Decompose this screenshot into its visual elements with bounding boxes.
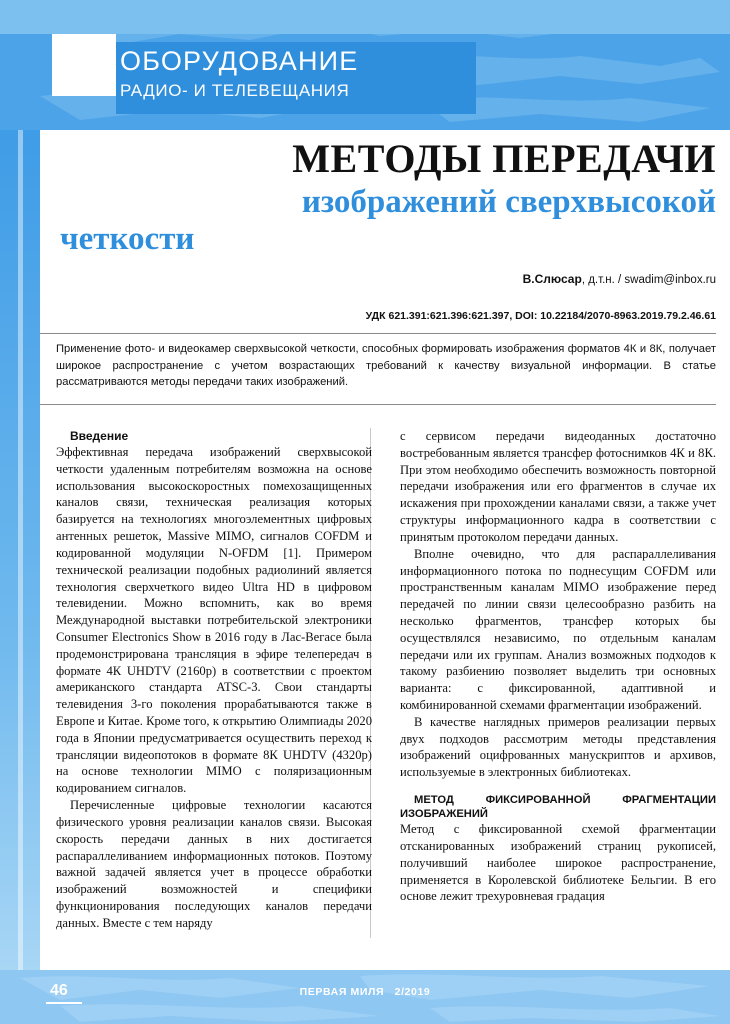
author-degree: , д.т.н. / swadim@inbox.ru (581, 274, 716, 286)
udk-doi-line: УДК 621.391:621.396:621.397, DOI: 10.22184/2070-8963.2019.79.2.46.61 (365, 310, 716, 322)
page-number: 46 (50, 982, 68, 999)
paragraph: Перечисленные цифровые технологии касаются физического уровня реализации каналов связи. Высокая скорость передачи данных в них достигается распараллеливанием информационных потоков. Поэтому важной задачей является учет в процессе обработки изображений возможностей и специфики функционирования последующих каналов передачи данных. Вместе с тем наряду (56, 798, 372, 930)
section-heading-intro: Введение (70, 429, 129, 443)
left-rail-highlight (18, 130, 23, 970)
page-subtitle-line2: четкости (60, 220, 195, 257)
section-heading-fixed-fragmentation: МЕТОД ФИКСИРОВАННОЙ ФРАГМЕНТАЦИИ ИЗОБРАЖЕНИЙ (400, 794, 716, 821)
header-band (0, 0, 730, 130)
paragraph: В качестве наглядных примеров реализации первых двух подходов рассмотрим методы представления изображений оцифрованных манускриптов и архивов, используемые в электронных библиотеках. (400, 714, 716, 780)
page-number-underline (46, 1002, 82, 1004)
paragraph: Эффективная передача изображений сверхвысокой четкости удаленным потребителям возможна на основе использования высокоскоростных помехозащищенных каналов связи, техническая реализация которых базируется на технологиях многоэлементных цифровых антенных решеток, Massive MIMO, сигналов COFDM и кодированной модуляции N-OFDM [1]. Примером технической реализации подобных радиолиний является технология сверхчеткого видео Ultra HD в цифровом телевидении. Можно вспомнить, как во время Международной выставки потребительской электроники Consumer Electronics Show в 2016 году в Лас-Вегасе была продемонстрирована трансляция в эфире телепередач в формате 4К UHDTV (2160р) в соответствии с проектом американского стандарта ATSC-3. Свои стандарты телевидения 3-го поколения прорабатываются также в Европе и Китае. Кроме того, к открытию Олимпиады 2020 года в Японии предусматривается осуществить переход к трансляции видеопотоков в формате 8К UHDTV (4320р) на основе технологии MIMO с поляризационным кодированием сигналов. (56, 445, 372, 796)
footer-issue: 2/2019 (394, 986, 431, 998)
footer-journal-info (0, 986, 730, 998)
body-columns (56, 428, 716, 948)
author-line (56, 272, 716, 286)
title-block (56, 138, 716, 258)
page-title: МЕТОДЫ ПЕРЕДАЧИ (292, 136, 716, 181)
abstract-text: Применение фото- и видеокамер сверхвысокой четкости, способных формировать изображения форматов 4К и 8К, получает широкое распространение с учетом возрастающих требований к качеству визуальной информации. В статье рассматриваются методы передачи таких изображений. (56, 343, 716, 389)
rule-below-abstract (40, 404, 716, 405)
header-kicker-line2: РАДИО- И ТЕЛЕВЕЩАНИЯ (120, 81, 350, 100)
paragraph: с сервисом передачи видеоданных достаточно востребованным является трансфер фотоснимков 4К и 8К. При этом необходимо обеспечить возможность повторной передачи изображения или его фрагментов в случае их искажения при прохождении каналами связи, а также учет структуры информационного кадра в соответствии с принятым протоколом передачи данных. (400, 429, 716, 544)
header-kicker-line1: ОБОРУДОВАНИЕ (120, 46, 359, 76)
header-white-square (52, 34, 116, 96)
rule-above-abstract (40, 333, 716, 334)
column-right (400, 428, 716, 948)
author-name: В.Слюсар (522, 272, 582, 286)
paragraph: Вполне очевидно, что для распараллеливания информационного потока по поднесущим COFDM или пространственным каналам MIMO изображение перед передачей по линии связи целесообразно разбить на несколько фрагментов, трансфер которых бы осуществлялся независимо, по отдельным каналам передачи или их группам. Анализ возможных подходов к такому разбиению позволяет выделить три основных варианта: с фиксированной, адаптивной и комбинированной схемами фрагментации изображений. (400, 546, 716, 712)
column-left (56, 428, 372, 948)
header-top-strip (0, 0, 730, 34)
page-subtitle-line1: изображений сверхвысокой (301, 184, 716, 220)
footer-journal-name: ПЕРВАЯ МИЛЯ (299, 986, 385, 998)
paragraph: Метод с фиксированной схемой фрагментации отсканированных изображений страниц рукописей, получивший наиболее широкое распространение, применяется в Королевской библиотеке Бельгии. В его основе лежит трехуровневая градация (400, 822, 716, 904)
